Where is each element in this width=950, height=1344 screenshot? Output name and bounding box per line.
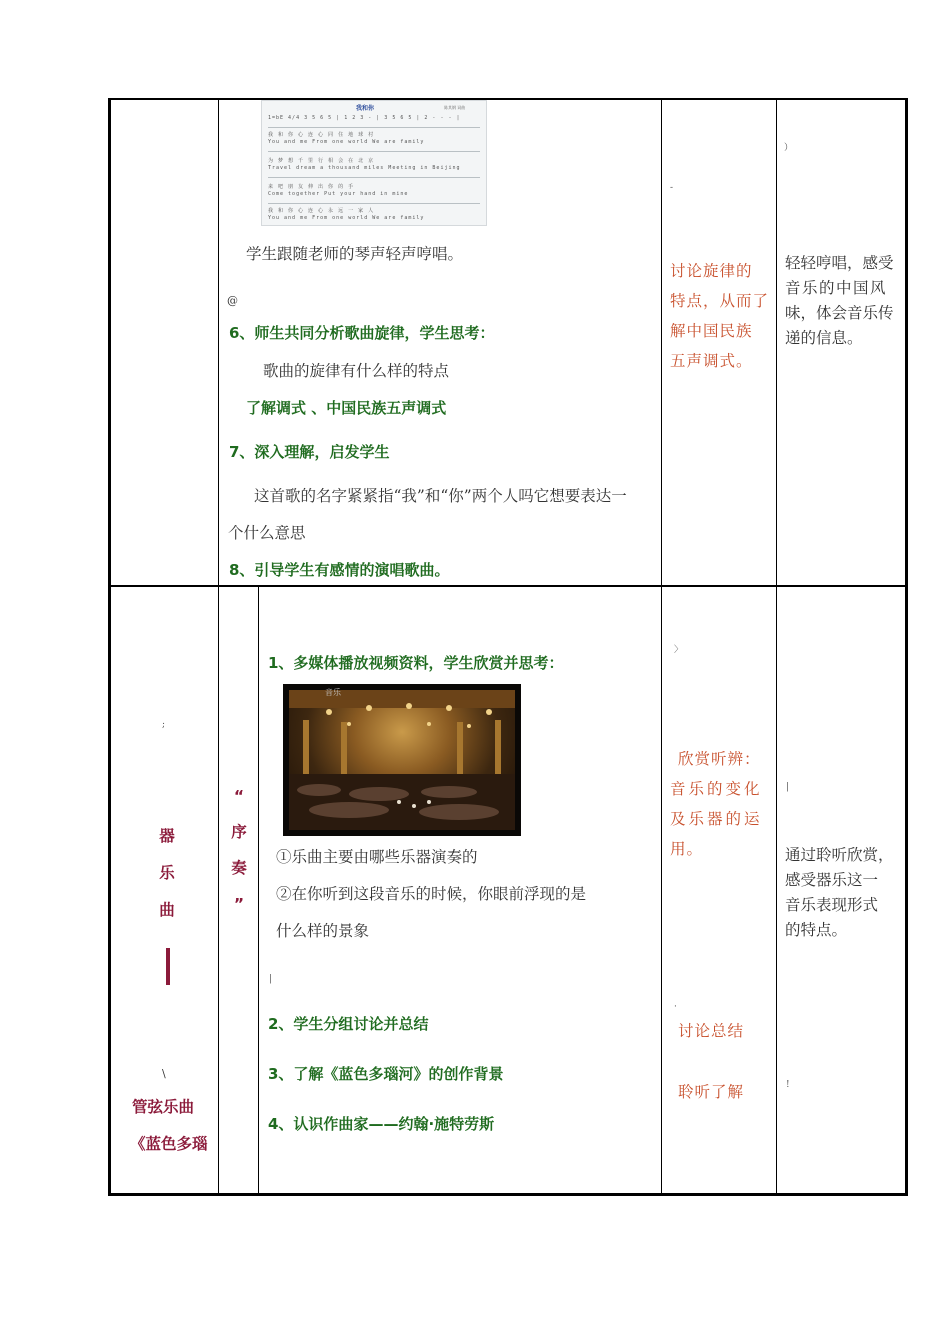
segment-label-char: ” xyxy=(233,895,245,913)
table-top-border xyxy=(108,98,908,100)
segment-label-char: 序 xyxy=(231,823,247,841)
concert-hall-video-image xyxy=(283,684,521,836)
question-2-line1: ②在你听到这段音乐的时候，你眼前浮现的是 xyxy=(276,885,587,903)
col3-mark: - xyxy=(670,183,674,193)
step-7-question-line1: 这首歌的名字紧紧指“我”和“你”两个人吗它想要表达一 xyxy=(254,487,627,505)
score-line: 为 梦 想 千 里 行 相 会 在 北 京 xyxy=(268,158,375,164)
student-activity-cell xyxy=(670,256,770,376)
score-line: Travel dream a thousand miles Meeting in Beijing xyxy=(268,165,461,171)
section-title-2: 《蓝色多瑙 xyxy=(130,1135,208,1153)
row-divider xyxy=(108,585,908,587)
score-line: 1=bE 4/4 3 5 6 5 | 1 2 3 - | 3 5 6 5 | 2 - - - | xyxy=(268,115,461,121)
step-7-question-line2: 个什么意思 xyxy=(228,524,306,542)
column-divider-segment xyxy=(258,586,259,1195)
score-line: Come together Put your hand in mine xyxy=(268,191,409,197)
score-line: You and me From one world We are family xyxy=(268,139,425,145)
section-label xyxy=(157,818,177,929)
step-4-heading: 4、认识作曲家——约翰·施特劳斯 xyxy=(268,1115,495,1133)
step-3-heading: 3、了解《蓝色多瑙河》的创作背景 xyxy=(268,1065,504,1083)
col4-mark-a: | xyxy=(786,782,790,792)
step-7-heading: 7、深入理解，启发学生 xyxy=(229,443,390,461)
score-staff-line xyxy=(268,203,480,204)
design-intent-cell-row2 xyxy=(785,843,903,943)
student-activity-line: 讨论旋律的 xyxy=(670,262,753,280)
score-line: 我 和 你 心 连 心 同 住 地 球 村 xyxy=(268,132,375,138)
step-6-question: 歌曲的旋律有什么样的特点 xyxy=(263,362,450,380)
student-activity-line: 用。 xyxy=(670,840,704,858)
at-mark: @ xyxy=(227,294,238,307)
question-1: ①乐曲主要由哪些乐器演奏的 xyxy=(276,848,478,866)
design-intent-line: 音乐表现形式 xyxy=(785,896,879,914)
score-staff-line xyxy=(268,151,480,152)
column-divider-1 xyxy=(218,98,219,1195)
design-intent-line: 音乐的中国风 xyxy=(785,279,888,297)
design-intent-line: 递的信息。 xyxy=(785,329,863,347)
step-2-heading: 2、学生分组讨论并总结 xyxy=(268,1015,429,1033)
student-activity-line: 特点，从而了 xyxy=(670,292,770,310)
design-intent-line: 通过聆听欣赏， xyxy=(785,846,894,864)
score-title: 我和你 xyxy=(356,105,375,112)
step-1-heading: 1、多媒体播放视频资料，学生欣赏并思考： xyxy=(268,654,564,672)
col4-mark: ） xyxy=(784,143,794,153)
col2-bar-mark: | xyxy=(269,974,273,984)
segment-label-char: “ xyxy=(233,787,245,805)
video-caption: 音乐 xyxy=(325,688,341,697)
section-label-char: 器 xyxy=(159,827,175,845)
score-line: 来 吧 朋 友 伸 出 你 的 手 xyxy=(268,184,355,190)
score-staff-line xyxy=(268,177,480,178)
table-bottom-border xyxy=(108,1193,908,1196)
segment-label xyxy=(229,778,249,922)
score-line: 我 和 你 心 连 心 永 远 一 家 人 xyxy=(268,208,375,214)
student-hum-text: 学生跟随老师的琴声轻声哼唱。 xyxy=(246,245,464,263)
design-intent-line: 感受器乐这一 xyxy=(785,871,879,889)
design-intent-cell xyxy=(785,251,903,351)
student-activity-cell-row2 xyxy=(670,744,770,864)
concert-hall-scene xyxy=(289,690,515,830)
student-activity-line: 五声调式。 xyxy=(670,352,753,370)
table-left-border xyxy=(108,98,111,1196)
design-intent-line: 轻轻哼唱，感受 xyxy=(785,254,894,272)
column-divider-2 xyxy=(661,98,662,1195)
student-activity-line: 解中国民族 xyxy=(670,322,753,340)
col3-dot-mark: · xyxy=(674,1002,677,1012)
step-8-heading: 8、引导学生有感情的演唱歌曲。 xyxy=(229,561,450,579)
col1-semicolon-mark: ; xyxy=(162,720,166,730)
col3-mark-row2: 〉 xyxy=(674,645,684,655)
design-intent-line: 味，体会音乐传 xyxy=(785,304,894,322)
score-credit: 陈其钢 词曲 xyxy=(444,105,466,110)
step-6-heading: 6、师生共同分析歌曲旋律，学生思考： xyxy=(229,324,495,342)
step-6-answer: 了解调式 、中国民族五声调式 xyxy=(246,399,447,417)
column-divider-3 xyxy=(776,98,777,1195)
section-title: 管弦乐曲 xyxy=(132,1098,195,1116)
question-2-line2: 什么样的景象 xyxy=(276,922,370,940)
student-activity-line: 及乐器的运 xyxy=(670,810,763,828)
segment-label-char: 奏 xyxy=(231,859,247,877)
student-activity-listen: 聆听了解 xyxy=(678,1083,745,1101)
design-intent-line: 的特点。 xyxy=(785,921,848,939)
student-activity-line: 欣赏听辨： xyxy=(678,750,761,768)
table-right-border xyxy=(905,98,908,1196)
section-label-char: 乐 xyxy=(159,864,175,882)
score-staff-line xyxy=(268,127,480,128)
col4-mark-b: ! xyxy=(786,1080,790,1090)
student-activity-line: 音乐的变化 xyxy=(670,780,763,798)
section-label-char: 曲 xyxy=(159,901,175,919)
student-activity-discuss: 讨论总结 xyxy=(678,1022,745,1040)
score-line: You and me From one world We are family xyxy=(268,215,425,221)
section-sub-mark: \ xyxy=(162,1067,166,1080)
section-divider-bar xyxy=(166,948,170,985)
sheet-music-image xyxy=(261,100,487,226)
